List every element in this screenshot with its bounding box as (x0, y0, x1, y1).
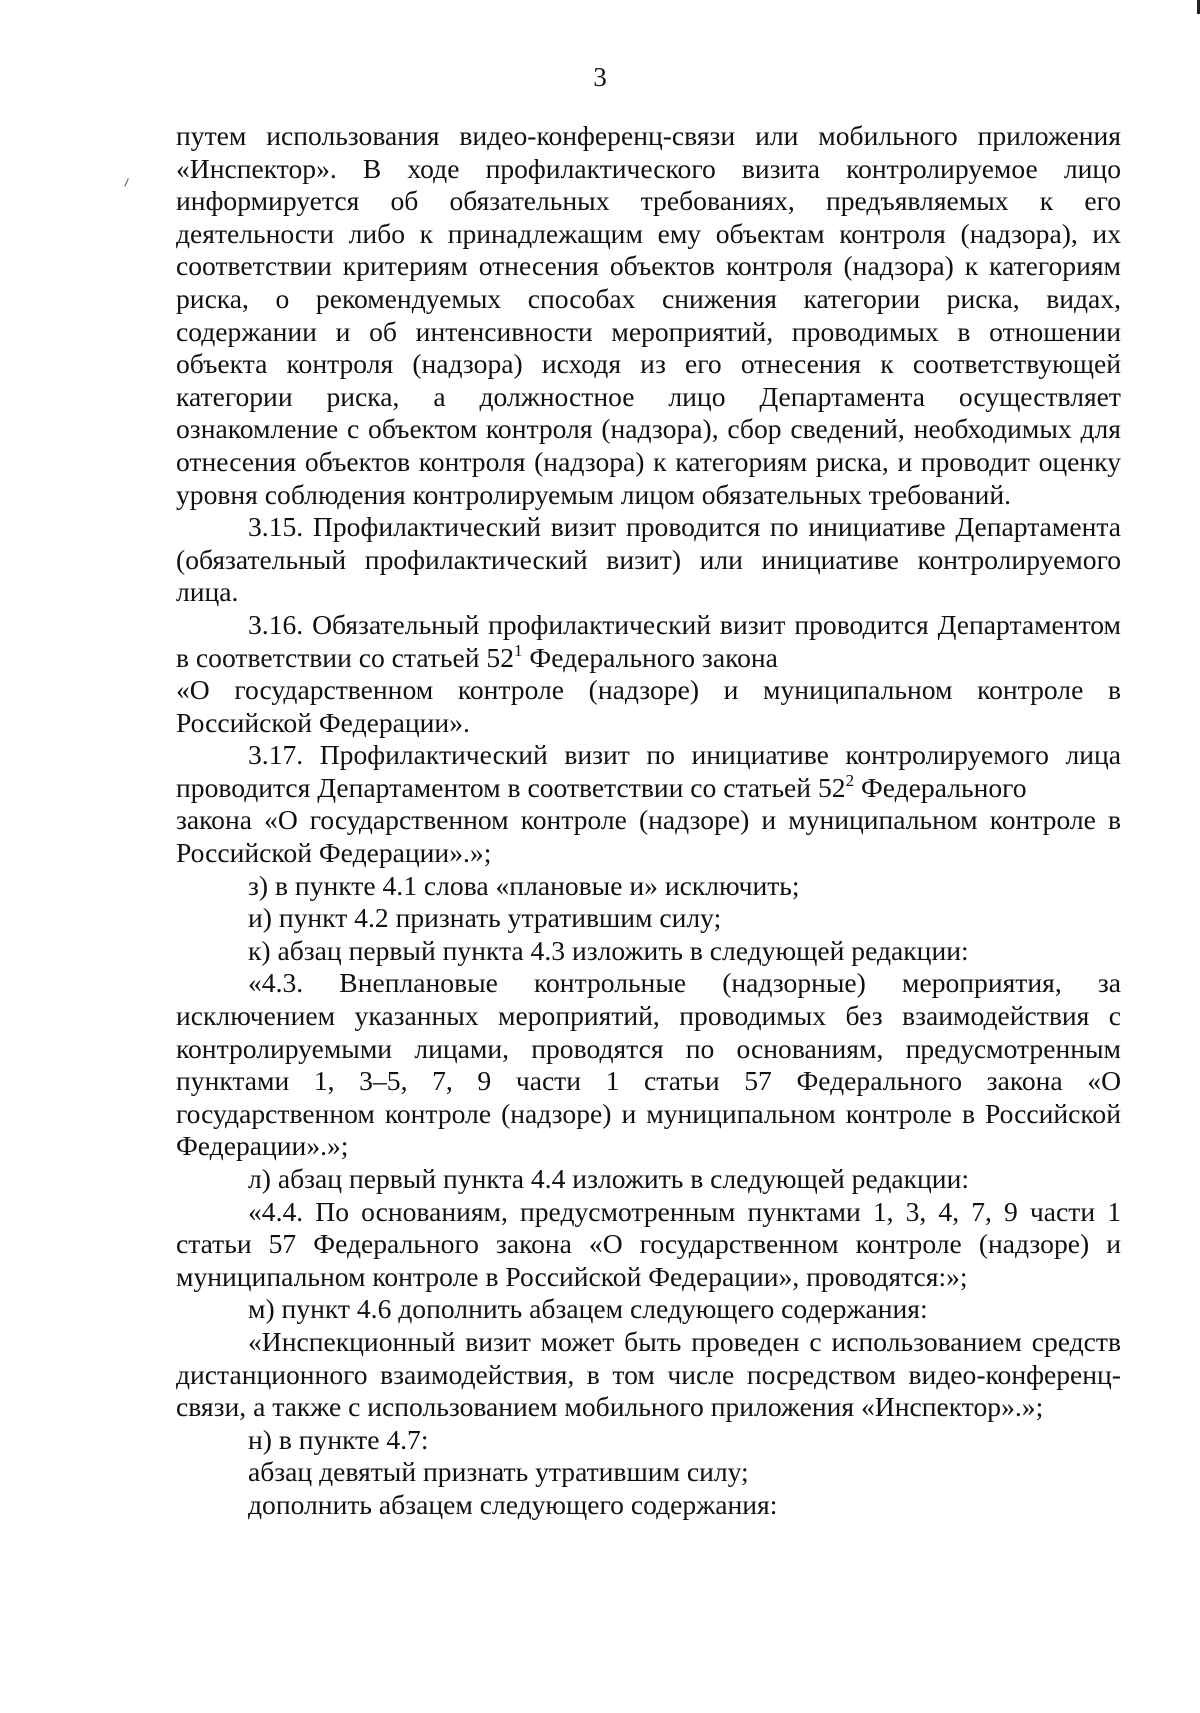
paragraph-inspection-visit: «Инспекционный визит может быть проведен с использованием средств дистанционного взаимодействия, в том числе посредством видео-конференц-связи, а также с использованием мобильного приложения «Инспектор».»; (176, 1325, 1121, 1423)
item-n-addition: дополнить абзацем следующего содержания: (248, 1488, 778, 1520)
document-body (176, 120, 1121, 1522)
paragraph-3-16-text: 3.16. Обязательный профилактический визит проводится Департаментом в соответствии со статьей 52 (176, 608, 1121, 673)
paragraph-3-17-continuation: закона «О государственном контроле (надзоре) и муниципальном контроле в Российской Федерации».»; (176, 804, 1121, 869)
paragraph-3-16-text-end: Федерального закона (522, 641, 778, 673)
item-z: з) в пункте 4.1 слова «плановые и» исключить; (248, 869, 800, 901)
paragraph-3-17-text: 3.17. Профилактический визит по инициативе контролируемого лица проводится Департаментом в соответствии со статьей 52 (176, 739, 1121, 803)
item-l: л) абзац первый пункта 4.4 изложить в следующей редакции: (248, 1163, 970, 1194)
item-n: н) в пункте 4.7: (248, 1423, 429, 1455)
paragraph-4-4: «4.4. По основаниям, предусмотренным пунктами 1, 3, 4, 7, 9 части 1 статьи 57 Федерального закона «О государственном контроле (надзоре) и муниципальном контроле в Российской Федерации», проводятся:»; (176, 1195, 1121, 1292)
paragraph-4-3: «4.3. Внеплановые контрольные (надзорные) мероприятия, за исключением указанных мероприятий, проводимых без взаимодействия с контролируемыми лицами, проводятся по основаниям, предусмотренным пунктами 1, 3–5, 7, 9 части 1 статьи 57 Федерального закона «О государственном контроле (надзоре) и муниципальном контроле в Российской Федерации».»; (176, 967, 1121, 1162)
paragraph-visit-description: путем использования видео-конференц-связи или мобильного приложения «Инспектор». В ходе профилактического визита контролируемое лицо информируется об обязательных требованиях, предъявляемых к его деятельности либо к принадлежащим ему объектам контроля (надзора), их соответствии критериям отнесения объектов контроля (надзора) к категориям риска, о рекомендуемых способах снижения категории риска, видах, содержании и об интенсивности мероприятий, проводимых в отношении объекта контроля (надзора) исходя из его отнесения к соответствующей категории риска, а должностное лицо Департамента осуществляет ознакомление с объектом контроля (надзора), сбор сведений, необходимых для отнесения объектов контроля (надзора) к категориям риска, и проводит оценку уровня соблюдения контролируемым лицом обязательных требований. (176, 120, 1121, 510)
superscript-2: 2 (845, 770, 855, 790)
item-m: м) пункт 4.6 дополнить абзацем следующего содержания: (248, 1293, 928, 1325)
page-number: 3 (593, 62, 607, 92)
paragraph-3-17 (176, 739, 1121, 804)
paragraph-3-16 (176, 609, 1121, 674)
paragraph-3-17-text-end: Федерального (854, 771, 1027, 803)
superscript-1: 1 (514, 640, 523, 660)
item-k: к) абзац первый пункта 4.3 изложить в следующей редакции: (248, 934, 969, 966)
item-n-abzac-9: абзац девятый признать утратившим силу; (248, 1456, 749, 1488)
paragraph-3-15: 3.15. Профилактический визит проводится по инициативе Департамента (обязательный профилактический визит) или инициативе контролируемого лица. (176, 511, 1121, 608)
paragraph-3-16-continuation: «О государственном контроле (надзоре) и муниципальном контроле в Российской Федерации». (176, 674, 1121, 738)
item-i: и) пункт 4.2 признать утратившим силу; (248, 902, 722, 934)
scan-stray-mark (124, 178, 129, 187)
